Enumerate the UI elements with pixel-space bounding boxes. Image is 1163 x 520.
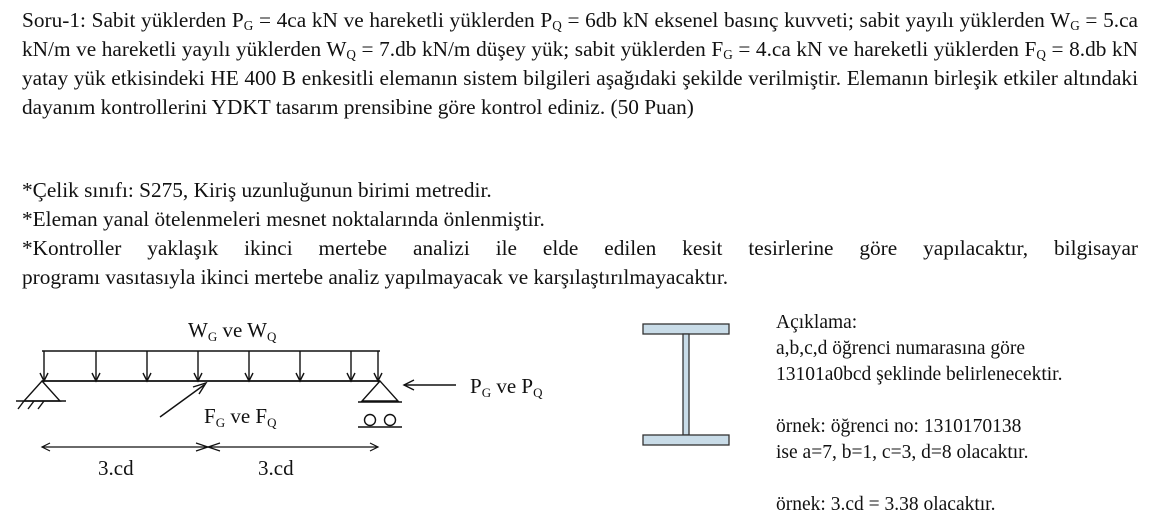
problem-statement [22, 6, 1138, 122]
explanation-example-digits: ise a=7, b=1, c=3, d=8 olacaktır. [776, 442, 1029, 463]
explanation-line-2: 13101a0bcd şeklinde belirlenecektir. [776, 364, 1063, 385]
symbol-pg-sub: G [243, 17, 254, 33]
note-lateral-restraint: *Eleman yanal ötelenmeleri mesnet noktalarında önlenmiştir. [22, 207, 545, 231]
notes-list [22, 176, 1138, 292]
explanation-title: Açıklama: [776, 312, 858, 333]
i-section-icon [638, 318, 738, 458]
distributed-load-label: WG ve WQ [188, 318, 277, 344]
symbol-wq: W [326, 37, 347, 61]
symbol-wq-sub: Q [346, 46, 356, 62]
distributed-load-arrows [40, 351, 382, 381]
lateral-force-arrow [160, 383, 206, 417]
pinned-support [16, 381, 66, 409]
symbol-pg: P [231, 8, 244, 32]
problem-text-4: = 5.ca kN/m ve hareketli yayılı yüklerden [22, 8, 1138, 61]
axial-force-label: PG ve PQ [470, 374, 543, 400]
span-dimension-lines [42, 443, 378, 451]
symbol-pq: P [540, 8, 553, 32]
problem-text-2: = 4ca kN ve hareketli yüklerden [253, 8, 541, 32]
web [683, 334, 689, 435]
bottom-flange [643, 435, 729, 445]
problem-text-3: = 6db kN eksenel basınç kuvveti; sabit yayılı yüklerden [561, 8, 1051, 32]
note-steel-class: *Çelik sınıfı: S275, Kiriş uzunluğunun birimi metredir. [22, 178, 492, 202]
explanation-example-number: örnek: öğrenci no: 1310170138 [776, 416, 1022, 437]
symbol-fg: F [711, 37, 724, 61]
explanation-line-1: a,b,c,d öğrenci numarasına göre [776, 338, 1026, 359]
symbol-wg-sub: G [1070, 17, 1080, 33]
beam-diagram [0, 305, 600, 520]
note-second-order-1: *Kontroller yaklaşık ikinci mertebe analizi ile elde edilen kesit tesirlerine göre yapılacaktır, bilgisayar [22, 236, 1138, 260]
symbol-fq-sub: Q [1036, 46, 1046, 62]
explanation-example-length: örnek: 3.cd = 3.38 olacaktır. [776, 494, 996, 515]
roller-support [358, 381, 402, 427]
symbol-pq-sub: Q [552, 17, 562, 33]
top-flange [643, 324, 729, 334]
problem-text-1: Sabit yüklerden [91, 8, 232, 32]
problem-text-7: = 8.db kN yatay yük etkisindeki HE 400 B enkesitli elemanın sistem bilgileri aşağıdaki şekilde verilmiştir. Elemanın birleşik etkiler altındaki dayanım kontrollerini YDKT tasarım prensibine göre kontrol ediniz. (50 Puan) [22, 37, 1138, 119]
lateral-force-label: FG ve FQ [204, 404, 277, 430]
problem-text-5: = 7.db kN/m düşey yük; sabit yüklerden [355, 37, 712, 61]
axial-force-arrow [404, 380, 456, 390]
symbol-fq: F [1024, 37, 1037, 61]
symbol-fg-sub: G [723, 46, 733, 62]
span-2-label: 3.cd [258, 456, 294, 480]
problem-text-6: = 4.ca kN ve hareketli yüklerden [732, 37, 1025, 61]
span-1-label: 3.cd [98, 456, 134, 480]
note-second-order-2: programı vasıtasıyla ikinci mertebe analiz yapılmayacak ve karşılaştırılmayacaktır. [22, 265, 729, 289]
symbol-wg: W [1050, 8, 1071, 32]
problem-label: Soru-1: [22, 8, 86, 32]
